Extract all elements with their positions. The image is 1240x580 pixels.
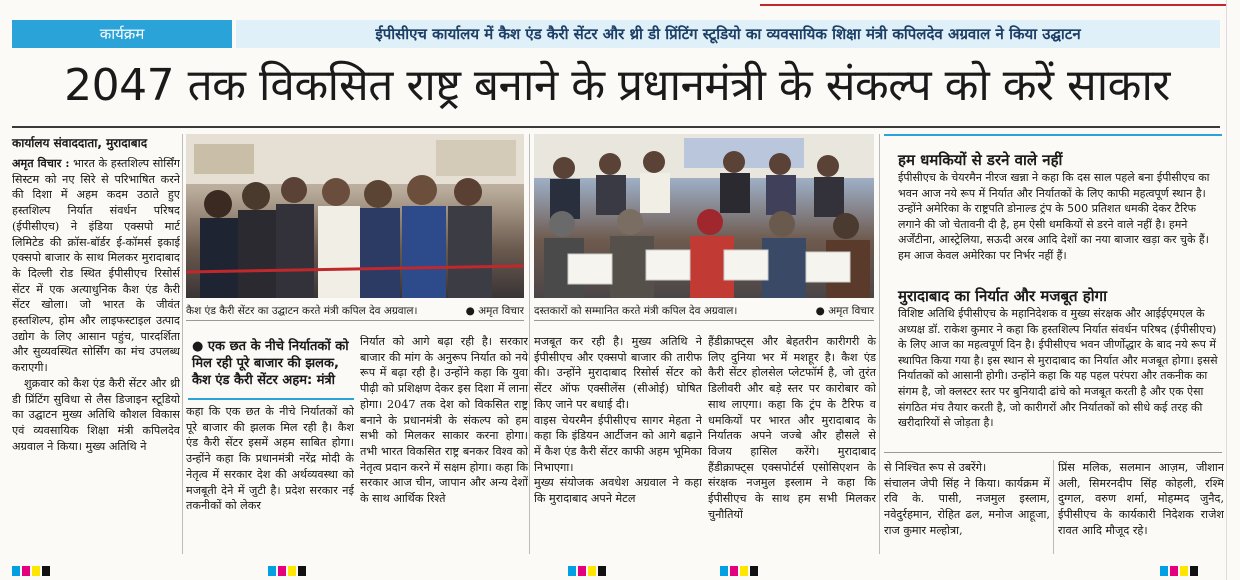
photo-inauguration-image	[186, 134, 524, 298]
top-strip	[0, 0, 1240, 8]
adjacent-page-strip	[1226, 0, 1240, 580]
color-mark	[42, 566, 50, 576]
pull-quote-rule	[188, 398, 354, 400]
color-mark	[1170, 566, 1178, 576]
photo1-credit: ● अमृत विचार	[465, 305, 524, 317]
article-column-1	[12, 156, 180, 556]
column-divider	[1053, 460, 1054, 554]
article-column-3: निर्यात को आगे बढ़ा रही है। सरकार बाजार की मांग के अनुरूप निर्यात को नये रूप में बढ़ा रही है। उन्होंने कहा कि युवा पीढ़ी को प्रशिक्षण देकर इस दिशा में लाना होगा। 2047 तक देश को विकसित राष्ट्र बनाने के प्रधानमंत्री के संकल्प को हम सभी को मिलकर साकार करना होगा। तभी भारत विकसित राष्ट्र बनकर विश्व को नेतृत्व प्रदान करने में सक्षम होगा। कहा कि सरकार आज चीन, जापान और अन्य देशों के साथ आर्थिक रिश्ते	[360, 335, 528, 506]
byline: कार्यालय संवाददाता, मुरादाबाद	[12, 136, 148, 150]
sidebar-text-2: विशिष्ट अतिथि ईपीसीएच के महानिदेशक व मुख्य संरक्षक और आईईएमएल के अध्यक्ष डॉ. राकेश कुमार ने कहा कि हस्तशिल्प निर्यात संवर्धन परिषद (ईपीसीएच) के लिए आज का महत्वपूर्ण दिन है। ईपीसीएच भवन जीर्णोद्धार के बाद नये रूप में स्थापित किया गया है। इस स्थान से मुरादाबाद का निर्यात और मजबूत होगा। इससे निर्यातकों को आसानी होगी। उन्होंने कहा कि यह पहल परंपरा और तकनीक का संगम है, जो क्लस्टर स्तर पर बुनियादी ढांचे को मजबूत करती है और एक ऐसा संगठित मंच तैयार करती है, जो कारीगरों और निर्यातकों को सीधे कई तरह की खरीदारियों से जोड़ता है।	[898, 307, 1218, 430]
pull-quote: ● एक छत के नीचे निर्यातकों को मिल रही पूरे बाजार की झलक, कैश एंड कैरी सेंटर अहम: मंत्री	[192, 339, 349, 388]
photo2-caption: दस्तकारों को सम्मानित करते मंत्री कपिल देव अग्रवाल।	[534, 305, 738, 317]
color-mark	[1190, 566, 1198, 576]
column-divider	[182, 134, 183, 554]
photo-artisans-honoured	[534, 134, 874, 298]
color-mark	[12, 566, 20, 576]
dateline: अमृत विचार :	[12, 156, 70, 170]
sidebar-top-rule	[884, 134, 1222, 136]
color-mark	[730, 566, 738, 576]
headline: 2047 तक विकसित राष्ट्र बनाने के प्रधानमंत्री के संकल्प को करें साकार	[64, 60, 1170, 111]
sidebar-heading-2: मुरादाबाद का निर्यात और मजबूत होगा	[898, 287, 1107, 305]
kicker-line: ईपीसीएच कार्यालय में कैश एंड कैरी सेंटर और थ्री डी प्रिंटिंग स्टूडियो का व्यवसायिक शिक्षा मंत्री कपिलदेव अग्रवाल ने किया उद्घाटन	[236, 20, 1220, 48]
photo1-caption-row	[186, 302, 524, 321]
color-mark	[598, 566, 606, 576]
sidebar-text-1: ईपीसीएच के चेयरमैन नीरज खन्ना ने कहा कि दस साल पहले बना ईपीसीएच का भवन आज नये रूप में निर्यात और निर्यातकों के लिए काफी महत्वपूर्ण स्थान है। उन्होंने अमेरिका के राष्ट्रपति डोनाल्ड ट्रंप के 500 प्रतिशत धमकी देकर टैरिफ लगाने की जो चेतावनी दी है, हम ऐसी धमकियों से डरने वाले नहीं है। हमने अर्जेंटीना, आस्ट्रेलिया, सऊदी अरब आदि देशों का नया बाजार खड़ा कर चुके हैं। हम आज केवल अमेरिका पर निर्भर नहीं हैं।	[898, 171, 1210, 262]
color-mark	[32, 566, 40, 576]
sidebar-heading-1: हम धमकियों से डरने वाले नहीं	[898, 151, 1063, 169]
photo1-caption: कैश एंड कैरी सेंटर का उद्घाटन करते मंत्री कपिल देव अग्रवाल।	[186, 305, 418, 317]
article-column-6: से निश्चित रूप से उबरेंगे। संचालन जेपी सिंह ने किया। कार्यक्रम में रवि के. पासी, नजमुल इस्लाम, नवेदुर्रहमान, रोहित ढल, मनोज आहूजा, राज कुमार मल्होत्रा,	[884, 461, 1050, 537]
color-mark	[588, 566, 596, 576]
color-mark	[268, 566, 276, 576]
color-mark	[278, 566, 286, 576]
article-column-5: हैंडीक्राफ्ट्स और बेहतरीन कारीगरी के लिए दुनिया भर में मशहूर है। कैश एंड कैरी सेंटर होलसेल प्लेटफॉर्म है, जो तुरंत डिलीवरी और बड़े स्तर पर कारोबार को साथ लाएगा। कहा कि ट्रंप के टैरिफ व धमकियों पर भारत और मुरादाबाद के निर्यातक अपने जज्बे और हौसले से विजय हासिल करेंगे। मुरादाबाद हैंडीक्राफ्ट्स एक्सपोर्टर्स एसोसिएशन के संरक्षक नजमुल इस्लाम ने कहा कि ईपीसीएच के साथ हम सभी मिलकर चुनौतियों	[708, 335, 876, 521]
color-mark	[740, 566, 748, 576]
red-border-line	[760, 0, 1230, 6]
color-mark	[578, 566, 586, 576]
color-mark	[568, 566, 576, 576]
article-column-4: मजबूत कर रही है। मुख्य अतिथि ने ईपीसीएच और एक्सपो बाजार की तारीफ की। उन्होंने मुरादाबाद रिसोर्स सेंटर को सेंटर ऑफ एक्सीलेंस (सीओई) घोषित किए जाने पर बधाई दी। वाइस चेयरमैन ईपीसीएच सागर मेहता ने कहा कि इंडियन आर्टीजन को आगे बढ़ाने में कैश एंड कैरी सेंटर काफी अहम भूमिका निभाएगा। मुख्य संयोजक अवधेश अग्रवाल ने कहा कि मुरादाबाद अपने मेटल	[534, 335, 702, 506]
color-mark	[22, 566, 30, 576]
color-mark	[288, 566, 296, 576]
color-mark	[298, 566, 306, 576]
photo-artisans-image	[534, 134, 874, 298]
section-label: कार्यक्रम	[12, 20, 232, 48]
article-column-2: कहा कि एक छत के नीचे निर्यातकों को पूरे बाजार की झलक मिल रही है। कैश एंड कैरी सेंटर इसमें अहम साबित होगा। उन्होंने कहा कि प्रधानमंत्री नरेंद्र मोदी के नेतृत्व में सरकार देश की अर्थव्यवस्था को मजबूती देने में जुटी है। प्रदेश सरकार नई तकनीकों को लेकर	[186, 405, 354, 513]
photo2-credit: ● अमृत विचार	[815, 305, 874, 317]
column-divider	[879, 134, 880, 554]
article-column-7: प्रिंस मलिक, सलमान आज़म, जीशान अली, सिमरनदीप सिंह कोहली, रश्मि दुग्गल, वरुण शर्मा, मोहम्मद जुनैद, ईपीसीएच के कार्यकारी निदेशक राजेश रावत आदि मौजूद रहे।	[1058, 461, 1224, 537]
headline-rule	[12, 126, 1220, 128]
col1-text2: शुक्रवार को कैश एंड कैरी सेंटर और थ्री डी प्रिंटिंग सुविधा से लैस डिजाइन स्टूडियो का उद्घाटन मुख्य अतिथि कौशल विकास एवं व्यवसायिक शिक्षा मंत्री कपिलदेव अग्रवाल ने किया। मुख्य अतिथि ने	[12, 376, 180, 453]
color-mark	[720, 566, 728, 576]
color-mark	[750, 566, 758, 576]
photo-inauguration	[186, 134, 524, 298]
color-mark	[1180, 566, 1188, 576]
col1-text: भारत के हस्तशिल्प सोर्सिंग सिस्टम को नए सिरे से परिभाषित करने की दिशा में अहम कदम उठाते हुए हस्तशिल्प निर्यात संवर्धन परिषद (ईपीसीएच) ने इंडिया एक्सपो मार्ट लिमिटेड की क्रॉस-बॉर्डर ई-कॉमर्स इकाई एक्सपो बाजार के साथ मिलकर मुरादाबाद के दिल्ली रोड स्थित ईपीसीएच रिसोर्स सेंटर में एक अत्याधुनिक कैश एंड कैरी सेंटर खोला। जो भारत के जीवंत हस्तशिल्प, होम और लाइफस्टाइल उत्पाद उद्योग के लिए आसान पहुंच, पारदर्शिता और सुव्यवस्थित सोर्सिंग का मंच उपलब्ध कराएगी।	[12, 157, 180, 375]
column-divider	[529, 134, 530, 554]
photo2-caption-row	[534, 302, 874, 321]
sidebar-bottom-rule	[884, 452, 1222, 453]
color-mark	[1160, 566, 1168, 576]
